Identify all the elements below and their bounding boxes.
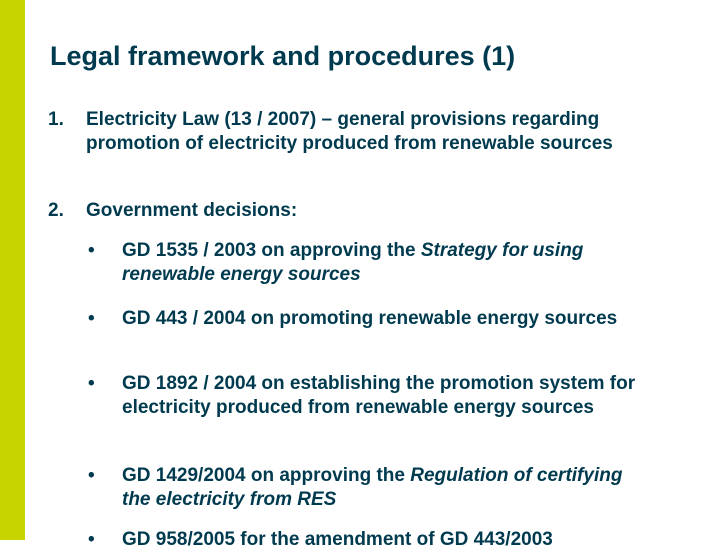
bullet-text: GD 1429/2004 on approving the Regulation of certifying the electricity from RES (122, 465, 623, 510)
bullet-icon: • (88, 465, 95, 486)
bullet-text: GD 443 / 2004 on promoting renewable energy sources (122, 308, 618, 329)
list-item-number: 2. (48, 200, 64, 221)
bullet-icon: • (88, 529, 95, 550)
bullet-item-5 (88, 528, 648, 552)
bullet-text: GD 1892 / 2004 on establishing the promotion system for electricity produced from renewable energy sources (122, 373, 636, 418)
bullet-icon: • (88, 240, 95, 261)
list-item-number: 1. (48, 109, 64, 130)
bullet-text: GD 958/2005 for the amendment of GD 443/2003 (122, 529, 553, 550)
list-item-text: Government decisions: (86, 200, 298, 221)
list-item-2 (48, 199, 648, 223)
bullet-item-3 (88, 372, 648, 420)
bullet-item-2 (88, 307, 648, 331)
bullet-item-4 (88, 464, 648, 512)
list-item-1 (48, 108, 648, 156)
list-item-text: Electricity Law (13 / 2007) – general provisions regarding promotion of electricity produced from renewable sources (86, 109, 613, 154)
bullet-item-1 (88, 239, 648, 287)
bullet-icon: • (88, 308, 95, 329)
slide-title: Legal framework and procedures (1) (50, 41, 516, 71)
bullet-text: GD 1535 / 2003 on approving the Strategy for using renewable energy sources (122, 240, 584, 285)
accent-bar (0, 0, 25, 540)
bullet-icon: • (88, 373, 95, 394)
